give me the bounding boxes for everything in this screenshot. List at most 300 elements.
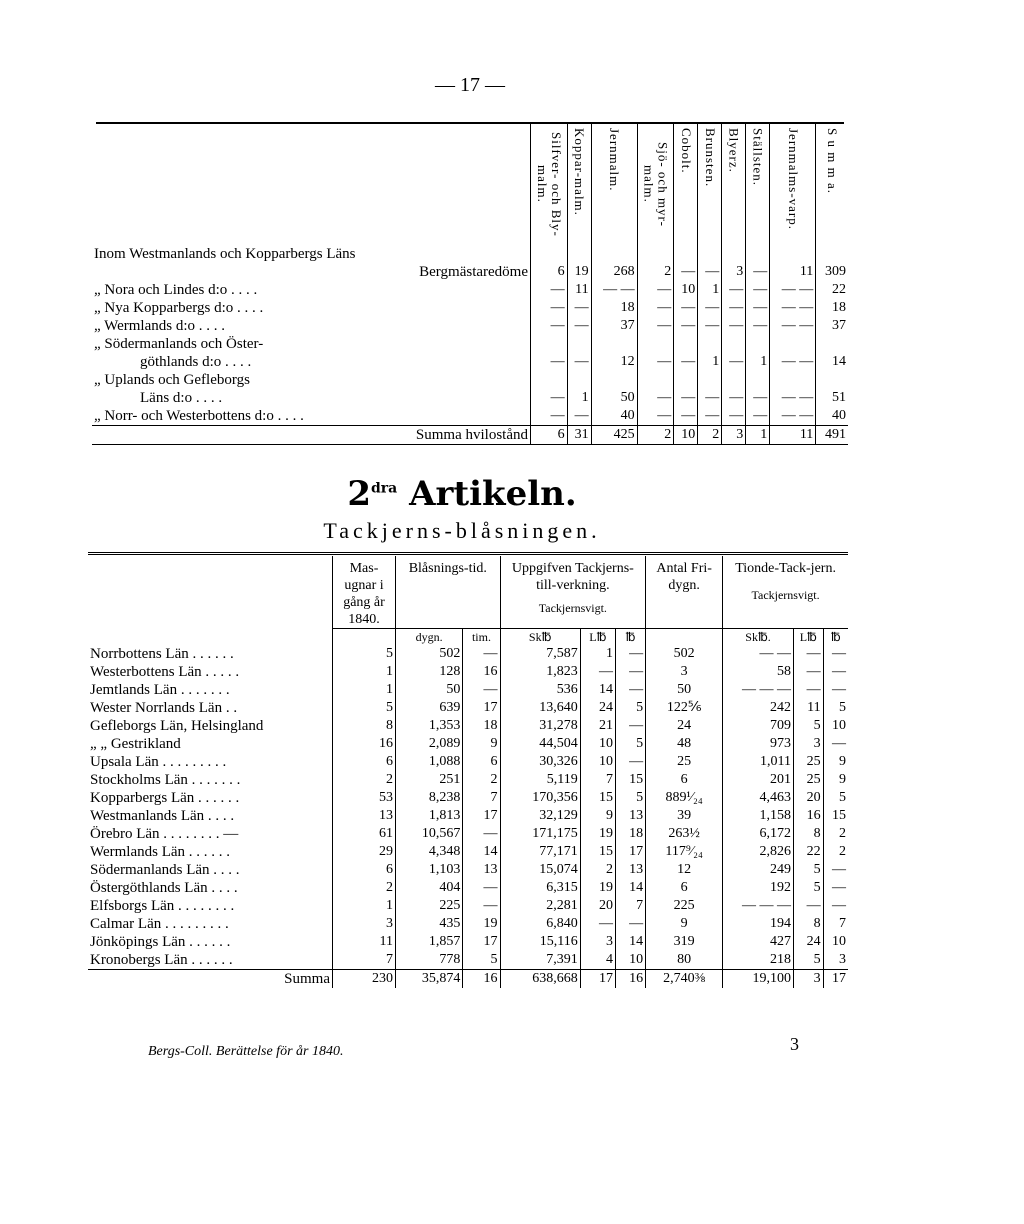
table1-row [92, 389, 848, 407]
table2-cell: 973 [723, 735, 794, 753]
article-word: Artikeln. [409, 474, 577, 514]
table1-cell: — [567, 353, 591, 371]
table2-row-label: Gefleborgs Län, Helsingland [90, 718, 264, 734]
table2-cell: 24 [793, 933, 823, 951]
table2-sum-label: Summa [88, 970, 333, 989]
table2-cell: 15,116 [500, 933, 580, 951]
table2-row-label: Jönköpings Län . . . . . . [90, 934, 231, 950]
table2-unit: Sk℔. [723, 629, 794, 646]
col-tionde [723, 556, 848, 629]
article-number: 2 [347, 474, 371, 514]
table2-cell: 117⁹⁄₂₄ [646, 843, 723, 861]
table2-cell: — [823, 681, 848, 699]
table1-cell [746, 335, 770, 353]
table2-cell: 21 [580, 717, 615, 735]
table1-cell: — [637, 389, 674, 407]
table2-cell: 11 [333, 933, 396, 951]
table2-cell: 4 [580, 951, 615, 970]
table2-cell: 263½ [646, 825, 723, 843]
table1-cell: — [531, 389, 568, 407]
table1-cell: — [567, 299, 591, 317]
table2-row-label: Upsala Län . . . . . . . . . [90, 754, 227, 770]
table1-cell [637, 371, 674, 389]
table1-column-header-label: Cobolt. [678, 128, 694, 174]
table2-cell: 1 [333, 681, 396, 699]
table1-column-header [746, 124, 770, 245]
table1-cell: — — [770, 407, 816, 426]
units-corner [88, 629, 333, 646]
table2-cell: 39 [646, 807, 723, 825]
table1-sum-label: Summa hvilostånd [92, 426, 531, 445]
col-tionde-sub: Tackjernsvigt. [751, 588, 820, 602]
table2-cell: 8,238 [396, 789, 463, 807]
table2-cell: 14 [615, 879, 645, 897]
table2-cell: 5 [333, 645, 396, 663]
table2-unit: tim. [463, 629, 500, 646]
table1-cell: 18 [816, 299, 848, 317]
table2-cell: — [463, 879, 500, 897]
table2-cell: 1,088 [396, 753, 463, 771]
table2-cell: 3 [646, 663, 723, 681]
table1-cell: — [637, 407, 674, 426]
table1-cell: 22 [816, 281, 848, 299]
table1-cell [674, 335, 698, 353]
table2-cell: 249 [723, 861, 794, 879]
table2-cell: 16 [793, 807, 823, 825]
table2-cell: 18 [463, 717, 500, 735]
table2-cell: 201 [723, 771, 794, 789]
table2-row-label: Wester Norrlands Län . . [90, 700, 238, 716]
table2-cell: 2 [823, 843, 848, 861]
table2-cell: 502 [646, 645, 723, 663]
table1-cell: 40 [591, 407, 637, 426]
col-masugnar: Mas-ugnar i gång år 1840. [333, 556, 396, 629]
table1-cell: — [698, 317, 722, 335]
table1-cell: 37 [816, 317, 848, 335]
table2-cell: 15 [823, 807, 848, 825]
table2-cell: — [615, 753, 645, 771]
table2-row [88, 717, 848, 735]
table2-cell: — [615, 717, 645, 735]
table1-cell: — [567, 407, 591, 426]
table2-cell: 7 [580, 771, 615, 789]
table2-cell: — — — [723, 681, 794, 699]
table1-column-header-label: Sjö- och myr-malm. [641, 141, 671, 227]
table2-cell: 9 [823, 771, 848, 789]
table1-row [92, 317, 848, 335]
table1-cell: — [698, 299, 722, 317]
table2-cell: 1,857 [396, 933, 463, 951]
table1-sum-cell: 1 [746, 426, 770, 445]
table2-unit: ℔ [823, 629, 848, 646]
table2-cell: 4,348 [396, 843, 463, 861]
table2-sum-cell: 230 [333, 970, 396, 989]
table1-column-header [531, 124, 568, 245]
table1-cell: 6 [531, 263, 568, 281]
table2-cell: 44,504 [500, 735, 580, 753]
table1-cell: — [722, 407, 746, 426]
table2-cell: 13,640 [500, 699, 580, 717]
table1-row-label: Inom Westmanlands och Kopparbergs Läns [94, 246, 356, 262]
table2-cell: 17 [463, 933, 500, 951]
table2-cell: 122⅚ [646, 699, 723, 717]
table1-cell: — [746, 407, 770, 426]
table1-sum-cell: 425 [591, 426, 637, 445]
table1-cell [531, 245, 568, 263]
table1-cell [591, 245, 637, 263]
table1-column-header [816, 124, 848, 245]
table2-sum-cell: 2,740⅜ [646, 970, 723, 989]
table2-cell: 6 [646, 879, 723, 897]
table2-cell: 13 [615, 807, 645, 825]
table1-column-header-label: Jernmalm. [607, 128, 623, 192]
table2-cell: 319 [646, 933, 723, 951]
table2-cell: 1,813 [396, 807, 463, 825]
table2-cell: 6 [333, 753, 396, 771]
table1-cell: — [531, 299, 568, 317]
table2-cell: — [793, 897, 823, 915]
table2-row-label: Calmar Län . . . . . . . . . [90, 916, 229, 932]
section-rule [88, 552, 848, 555]
footer-note: Bergs-Coll. Berättelse för år 1840. [148, 1044, 344, 1059]
table2-cell: — [823, 879, 848, 897]
table2-row [88, 789, 848, 807]
table2-unit-antal-blank [646, 629, 723, 646]
table2-sum-row [88, 970, 848, 989]
table2-cell: 1,158 [723, 807, 794, 825]
table2-cell: 9 [580, 807, 615, 825]
table1-column-header-label: Silfver- och Bly-malm. [534, 131, 564, 237]
table2-cell: — [580, 663, 615, 681]
table1-column-header-label: Koppar-malm. [572, 128, 588, 216]
table1-row-label: göthlands d:o . . . . [140, 354, 252, 370]
table2-cell: 1,011 [723, 753, 794, 771]
table1-sum-cell: 3 [722, 426, 746, 445]
table2-cell: — — [723, 645, 794, 663]
table1-cell: — [746, 299, 770, 317]
table2-corner [88, 556, 333, 629]
table2-row [88, 753, 848, 771]
table2-cell: 19 [580, 879, 615, 897]
table2-cell: 128 [396, 663, 463, 681]
table2-cell: 170,356 [500, 789, 580, 807]
table1-cell: 12 [591, 353, 637, 371]
table1-sum-cell: 491 [816, 426, 848, 445]
page-number: — 17 — [435, 74, 505, 96]
table2-cell: 1,103 [396, 861, 463, 879]
table1-cell [698, 335, 722, 353]
table2-cell: 7 [333, 951, 396, 970]
table2-cell: — [793, 681, 823, 699]
table2-row-label: Östergöthlands Län . . . . [90, 880, 238, 896]
table2-cell: — [615, 681, 645, 699]
table2-cell: 7 [823, 915, 848, 933]
table2-cell: — [580, 915, 615, 933]
table1-cell [637, 245, 674, 263]
table2-cell: 15 [580, 789, 615, 807]
table1-cell: — [637, 317, 674, 335]
table2-cell: 427 [723, 933, 794, 951]
table2-cell: 50 [396, 681, 463, 699]
table2-unit: L℔ [793, 629, 823, 646]
table1-row [92, 371, 848, 389]
table1-sum-cell: 2 [698, 426, 722, 445]
table2-cell: 4,463 [723, 789, 794, 807]
table2-cell: 12 [646, 861, 723, 879]
table1-cell: — [746, 263, 770, 281]
table2-row-label: Kronobergs Län . . . . . . [90, 952, 233, 968]
table2-cell: 1 [333, 663, 396, 681]
table1-row [92, 407, 848, 426]
table1-cell: — [637, 281, 674, 299]
table2-cell: — [463, 645, 500, 663]
table1-row-label: „ Nya Kopparbergs d:o . . . . [94, 300, 264, 316]
table1-cell [698, 245, 722, 263]
table1-cell [567, 371, 591, 389]
table2-cell: 5 [793, 717, 823, 735]
table1-column-header [591, 124, 637, 245]
table1-column-header [674, 124, 698, 245]
table2-cell: 2 [823, 825, 848, 843]
table1-cell: — — [770, 299, 816, 317]
article-ordinal: dra [371, 480, 398, 497]
table2-cell: 225 [396, 897, 463, 915]
table2-row [88, 951, 848, 970]
table2-cell: 1 [580, 645, 615, 663]
table2-cell: 53 [333, 789, 396, 807]
table2-cell: 20 [793, 789, 823, 807]
table2-cell: 242 [723, 699, 794, 717]
table1-cell: — [531, 407, 568, 426]
table1-sum-cell: 6 [531, 426, 568, 445]
table2-row-label: Wermlands Län . . . . . . [90, 844, 231, 860]
table1-sum-cell: 11 [770, 426, 816, 445]
table2-cell: — — — [723, 897, 794, 915]
table2-cell: 8 [333, 717, 396, 735]
table2-cell: 10 [615, 951, 645, 970]
table1-cell [591, 335, 637, 353]
table2-cell: 889¹⁄₂₄ [646, 789, 723, 807]
table2-cell: 18 [615, 825, 645, 843]
table1-cell [637, 335, 674, 353]
table2-cell: 1,823 [500, 663, 580, 681]
table1-sum-cell: 2 [637, 426, 674, 445]
table1-cell [722, 335, 746, 353]
table1-row-label: „ Norr- och Westerbottens d:o . . . . [94, 408, 304, 424]
table1-row-label: „ Nora och Lindes d:o . . . . [94, 282, 258, 298]
table2-cell: 24 [580, 699, 615, 717]
table2-cell: 6 [463, 753, 500, 771]
table2-sum-cell: 3 [793, 970, 823, 989]
table2-cell: 25 [793, 771, 823, 789]
table1-cell [770, 245, 816, 263]
table2-cell: 2 [333, 879, 396, 897]
table2-unit: dygn. [396, 629, 463, 646]
table2-cell: 9 [823, 753, 848, 771]
table2-row [88, 861, 848, 879]
table2-unit: ℔ [615, 629, 645, 646]
table2-cell: 5 [793, 879, 823, 897]
table1-cell: — [698, 389, 722, 407]
table2-sum-cell: 17 [580, 970, 615, 989]
table1-cell: — [674, 299, 698, 317]
table2-row [88, 735, 848, 753]
mining-table [92, 124, 848, 445]
table1-cell [591, 371, 637, 389]
table2-cell: 3 [823, 951, 848, 970]
table2-cell: 5 [823, 699, 848, 717]
table2-cell: 225 [646, 897, 723, 915]
table2-cell: 3 [333, 915, 396, 933]
table2-cell: 24 [646, 717, 723, 735]
table2-row-label: Westerbottens Län . . . . . [90, 664, 240, 680]
table2-cell: — [463, 681, 500, 699]
table2-row [88, 897, 848, 915]
table2-cell: 30,326 [500, 753, 580, 771]
table2-unit: L℔ [580, 629, 615, 646]
table1-cell [746, 371, 770, 389]
table1-cell [567, 335, 591, 353]
table2-row [88, 933, 848, 951]
table1-cell [816, 335, 848, 353]
table1-cell: — [674, 407, 698, 426]
table2-cell: 5 [793, 951, 823, 970]
table2-cell: 50 [646, 681, 723, 699]
table1-cell: 309 [816, 263, 848, 281]
table1-cell: 51 [816, 389, 848, 407]
section-title: Tackjerns-blåsningen. [323, 518, 601, 543]
table2-cell: 7 [615, 897, 645, 915]
table2-cell: — [463, 825, 500, 843]
table2-cell: 29 [333, 843, 396, 861]
table2-row-label: Stockholms Län . . . . . . . [90, 772, 241, 788]
table1-column-header [698, 124, 722, 245]
table1-row-label: „ Uplands och Gefleborgs [94, 372, 250, 388]
table2-cell: 77,171 [500, 843, 580, 861]
table2-row-label: Westmanlands Län . . . . [90, 808, 235, 824]
table2-cell: 171,175 [500, 825, 580, 843]
unit-masugnar-blank [333, 629, 396, 646]
table1-cell [770, 335, 816, 353]
table2-row-label: Elfsborgs Län . . . . . . . . [90, 898, 235, 914]
table1-cell: — [567, 317, 591, 335]
table2-cell: 2,281 [500, 897, 580, 915]
table1-cell: — — [770, 317, 816, 335]
table2-cell: — [615, 663, 645, 681]
table1-cell: — [674, 263, 698, 281]
table2-cell: 6,172 [723, 825, 794, 843]
table1-column-header-label: Ställsten. [750, 128, 766, 187]
table2-cell: 5 [615, 789, 645, 807]
table1-cell: — [531, 317, 568, 335]
table1-column-header-label: Jernmalms-varp. [785, 128, 801, 231]
table2-sum-cell: 35,874 [396, 970, 463, 989]
table1-cell: 3 [722, 263, 746, 281]
table2-cell: 15 [615, 771, 645, 789]
table1-cell: 1 [698, 281, 722, 299]
col-tionde-label: Tionde-Tack-jern. [735, 561, 836, 576]
table2-row [88, 663, 848, 681]
table2-sum-cell: 19,100 [723, 970, 794, 989]
table1-column-header-label: Blyerz. [726, 128, 742, 173]
table1-cell: 11 [567, 281, 591, 299]
signature-mark: 3 [790, 1034, 799, 1054]
table2-cell: 5 [333, 699, 396, 717]
table2-cell: 80 [646, 951, 723, 970]
table2-row-label: Örebro Län . . . . . . . . — [90, 826, 239, 842]
table1-cell: — — [770, 281, 816, 299]
table2-cell: 14 [580, 681, 615, 699]
table2-cell: — [823, 735, 848, 753]
table1-cell: — [637, 353, 674, 371]
table1-cell: — [698, 263, 722, 281]
table2-row-label: Södermanlands Län . . . . [90, 862, 240, 878]
table1-cell [674, 245, 698, 263]
table2-cell: 404 [396, 879, 463, 897]
table2-cell: — [615, 645, 645, 663]
table2-row [88, 681, 848, 699]
col-uppgifven [500, 556, 646, 629]
table1-cell: — — [770, 389, 816, 407]
table1-cell: 18 [591, 299, 637, 317]
table2-cell: 6,840 [500, 915, 580, 933]
table1-cell: — [722, 353, 746, 371]
table2-cell: 5 [615, 735, 645, 753]
table2-row [88, 915, 848, 933]
table2-cell: — [463, 897, 500, 915]
table1-cell: 1 [698, 353, 722, 371]
table1-column-header [637, 124, 674, 245]
table1-cell: 2 [637, 263, 674, 281]
table2-cell: 6 [333, 861, 396, 879]
table2-cell: 218 [723, 951, 794, 970]
table2-cell: 1 [333, 897, 396, 915]
table1-cell: — [722, 281, 746, 299]
table2-cell: — [823, 663, 848, 681]
table2-cell: 709 [723, 717, 794, 735]
table2-cell: 32,129 [500, 807, 580, 825]
table2-cell: 3 [580, 933, 615, 951]
table2-cell: 19 [463, 915, 500, 933]
table1-cell: — [674, 389, 698, 407]
table1-row [92, 263, 848, 281]
table1-row [92, 299, 848, 317]
col-uppgifven-sub: Tackjernsvigt. [538, 601, 607, 615]
table2-cell: 2 [333, 771, 396, 789]
table1-cell [722, 371, 746, 389]
col-uppgifven-label: Uppgifven Tackjerns-till-verkning. [511, 561, 634, 593]
table2-cell: 6,315 [500, 879, 580, 897]
table1-cell [816, 245, 848, 263]
table2-cell: — [615, 915, 645, 933]
table2-cell: 8 [793, 825, 823, 843]
table2-cell: 536 [500, 681, 580, 699]
table2-cell: 14 [463, 843, 500, 861]
table1-cell: — [722, 317, 746, 335]
table1-cell: — [746, 281, 770, 299]
table1-row [92, 281, 848, 299]
table1-cell: — [746, 317, 770, 335]
table1-cell: — [674, 353, 698, 371]
table2-cell: 16 [463, 663, 500, 681]
table1-cell: — [531, 281, 568, 299]
table1-cell [746, 245, 770, 263]
table1-row-label: Läns d:o . . . . [140, 390, 223, 406]
table1-cell [722, 245, 746, 263]
table2-sum-cell: 17 [823, 970, 848, 989]
table1-cell: — [531, 353, 568, 371]
table2-row-label: Kopparbergs Län . . . . . . [90, 790, 240, 806]
